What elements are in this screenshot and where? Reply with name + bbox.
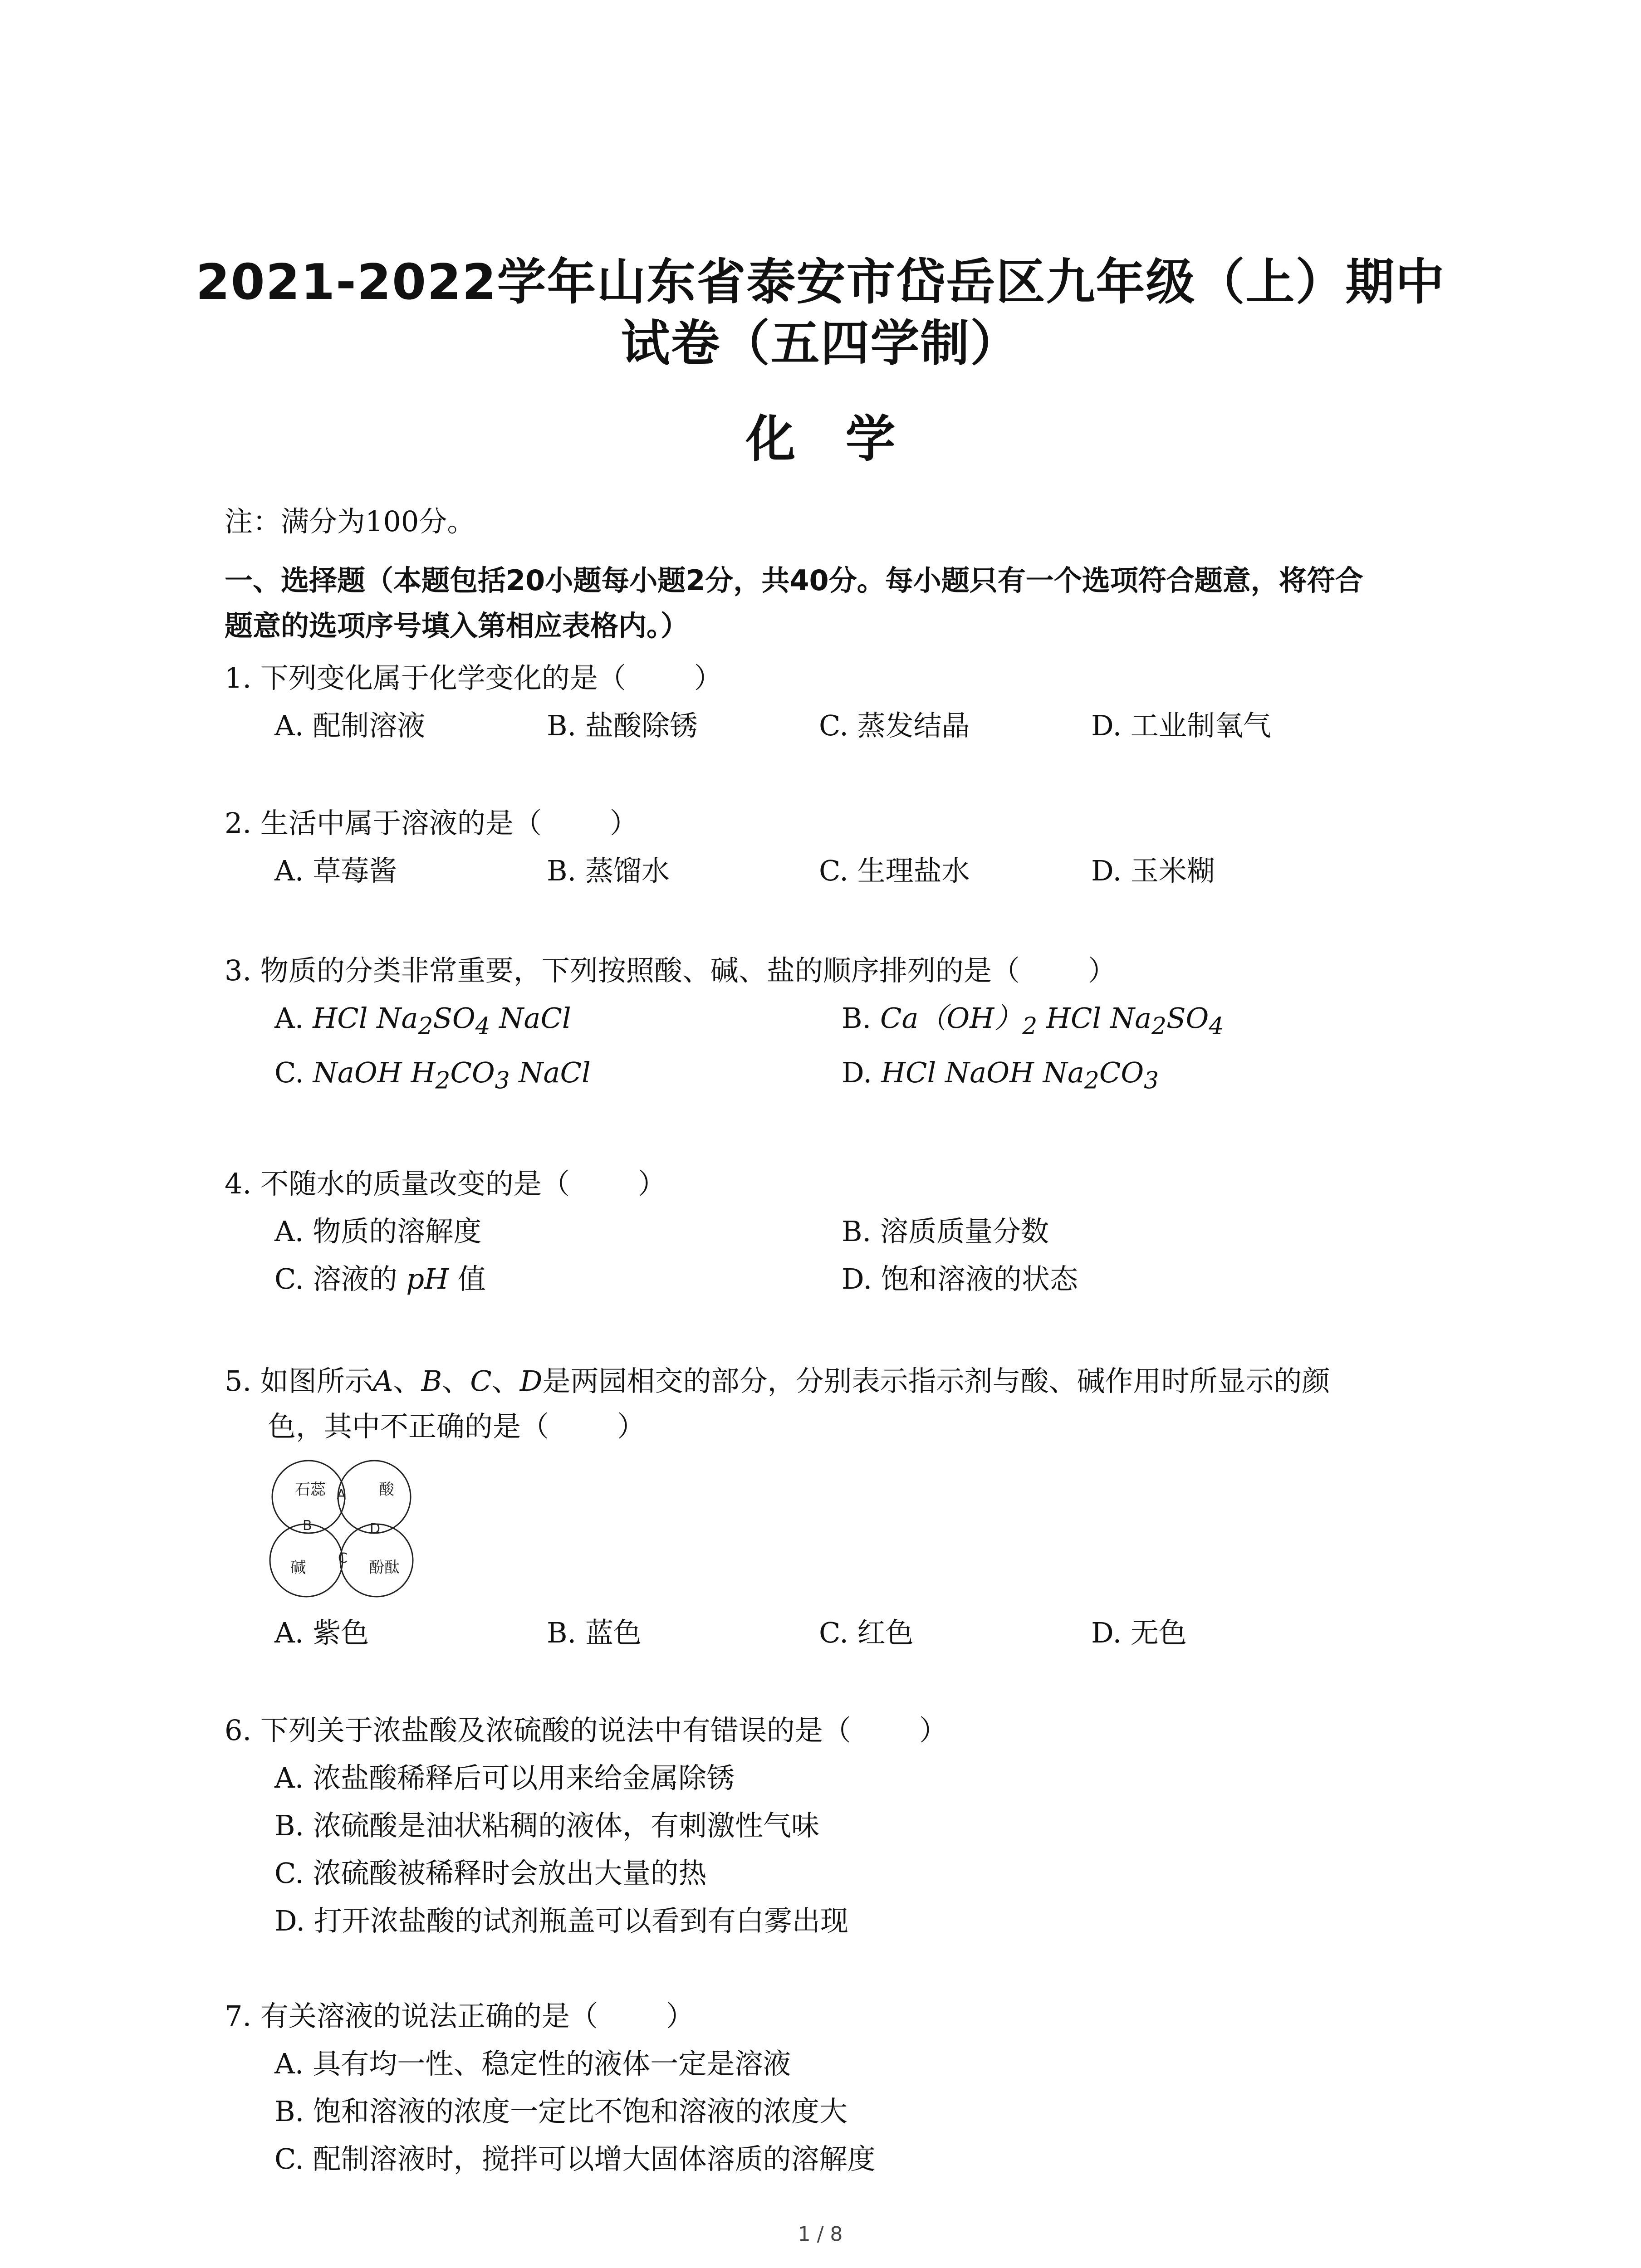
indicator-venn-diagram (265, 1454, 429, 1603)
circle-base (270, 1524, 343, 1597)
exam-title-line2: 试卷（五四学制） (621, 315, 1020, 372)
subject-title: 化学 (745, 410, 945, 468)
region-label-a: A (337, 1487, 346, 1503)
option-1c: C. 蒸发结晶 (819, 709, 970, 742)
page-number: 1 / 8 (798, 2223, 843, 2246)
formula: HCl NaOH $Na_2CO_3$ (881, 1056, 1159, 1095)
option-6a: A. 浓盐酸稀释后可以用来给金属除锈 (274, 1761, 735, 1794)
option-6c: C. 浓硫酸被稀释时会放出大量的热 (274, 1857, 707, 1890)
section-heading-line2: 题意的选项序号填入第相应表格内。） (225, 609, 689, 642)
option-5a: A. 紫色 (274, 1616, 369, 1649)
option-2d: D. 玉米糊 (1091, 854, 1215, 887)
label-acid: 酸 (379, 1481, 394, 1499)
option-4c: C. 溶液的 pH 值 (274, 1262, 486, 1295)
option-4b: B. 溶质质量分数 (842, 1215, 1049, 1248)
option-5c: C. 红色 (819, 1616, 914, 1649)
question-6-stem (225, 1712, 947, 1749)
question-stem-end: ） (637, 1167, 666, 1200)
label-phenolphthalein: 酚酞 (369, 1559, 400, 1577)
option-4a: A. 物质的溶解度 (274, 1215, 482, 1248)
option-1a: A. 配制溶液 (274, 709, 426, 742)
option-4d: D. 饱和溶液的状态 (842, 1262, 1078, 1295)
question-3-stem (225, 953, 1116, 989)
region-label-b: B (303, 1518, 312, 1534)
section-heading-line1: 一、选择题（本题包括20小题每小题2分，共40分。每小题只有一个选项符合题意，将符合 (225, 564, 1363, 597)
option-7a: A. 具有均一性、稳定性的液体一定是溶液 (274, 2047, 791, 2080)
region-label-d: D (370, 1521, 381, 1537)
question-2-stem (225, 805, 638, 841)
option-1b: B. 盐酸除锈 (547, 709, 698, 742)
question-4-stem (225, 1166, 666, 1202)
option-6d: D. 打开浓盐酸的试剂瓶盖可以看到有白雾出现 (274, 1904, 848, 1937)
option-2b: B. 蒸馏水 (547, 854, 670, 887)
formula: NaOH $H_2CO_3$ NaCl (313, 1056, 591, 1095)
question-stem-end: ） (1087, 954, 1116, 987)
question-5-stem-line1: 5. 如图所示A、B、C、D是两园相交的部分，分别表示指示剂与酸、碱作用时所显示的颜 (225, 1364, 1330, 1398)
question-stem-end: ） (666, 1999, 694, 2033)
question-stem-text: 6. 下列关于浓盐酸及浓硫酸的说法中有错误的是（ (225, 1714, 851, 1747)
option-6b: B. 浓硫酸是油状粘稠的液体，有刺激性气味 (274, 1809, 819, 1842)
question-stem-end: ） (919, 1714, 947, 1747)
option-7c: C. 配制溶液时，搅拌可以增大固体溶质的溶解度 (274, 2142, 876, 2175)
option-1d: D. 工业制氧气 (1091, 709, 1271, 742)
option-5d: D. 无色 (1091, 1616, 1187, 1649)
question-7-stem (225, 1998, 694, 2034)
question-5-stem-line2: 色，其中不正确的是（ ） (268, 1410, 646, 1443)
option-3b: B. $Ca(OH)_2$ HCl $Na_2SO_4$ (842, 1002, 1224, 1040)
formula: HCl $Na_2SO_4$ NaCl (313, 1002, 571, 1040)
exam-title-line1: 2021-2022学年山东省泰安市岱岳区九年级（上）期中 (196, 254, 1445, 311)
option-5b: B. 蓝色 (547, 1616, 642, 1649)
score-note: 注：满分为100分。 (225, 505, 475, 538)
question-stem-text: 4. 不随水的质量改变的是（ (225, 1167, 570, 1200)
label-base: 碱 (290, 1559, 306, 1577)
question-stem-text: 7. 有关溶液的说法正确的是（ (225, 1999, 598, 2033)
option-3d: D. HCl NaOH $Na_2CO_3$ (842, 1056, 1159, 1095)
label-litmus: 石蕊 (295, 1481, 326, 1499)
question-stem-end: ） (609, 807, 638, 840)
option-3a: A. HCl $Na_2SO_4$ NaCl (274, 1002, 571, 1040)
formula: $Ca(OH)_2$ HCl $Na_2SO_4$ (880, 1002, 1224, 1040)
option-3c: C. NaOH $H_2CO_3$ NaCl (274, 1056, 591, 1095)
question-stem-text: 2. 生活中属于溶液的是（ (225, 807, 542, 840)
option-7b: B. 饱和溶液的浓度一定比不饱和溶液的浓度大 (274, 2095, 847, 2128)
question-1-stem (225, 660, 722, 696)
option-2c: C. 生理盐水 (819, 854, 970, 887)
question-stem-text: 1. 下列变化属于化学变化的是（ (225, 661, 626, 694)
region-label-c: C (338, 1550, 348, 1566)
question-stem-end: ） (694, 661, 722, 694)
option-2a: A. 草莓酱 (274, 854, 397, 887)
question-stem-text: 3. 物质的分类非常重要，下列按照酸、碱、盐的顺序排列的是（ (225, 954, 1020, 987)
